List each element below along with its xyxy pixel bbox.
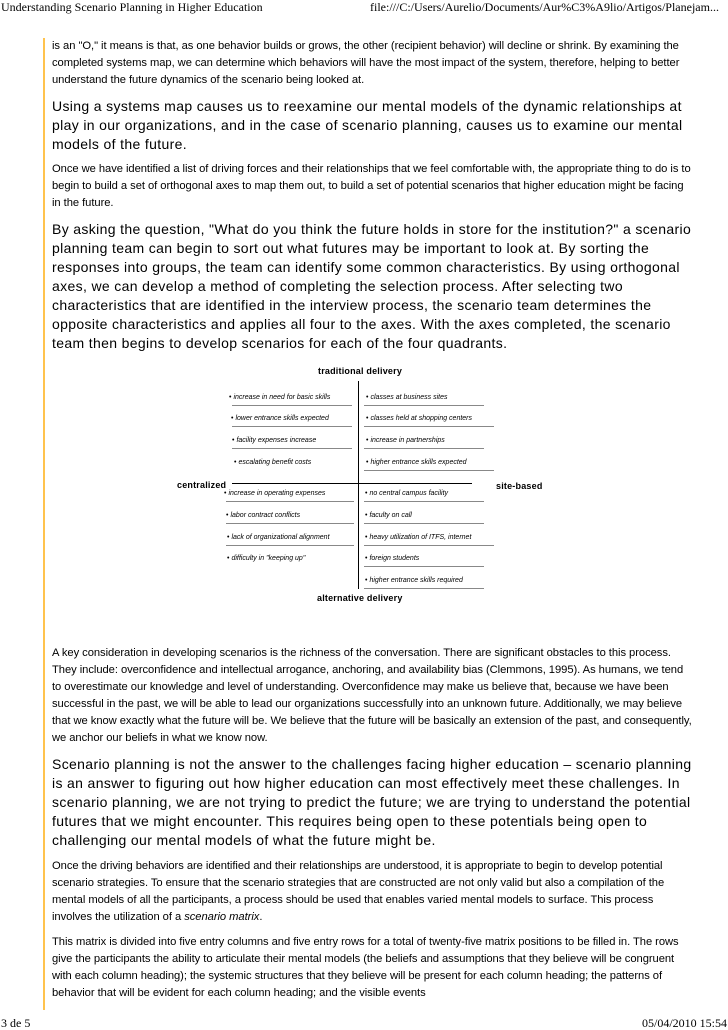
axis-label-top: traditional delivery — [318, 366, 403, 376]
paragraph-not-the-answer: Scenario planning is not the answer to the challenges facing higher education – scenario planning is an answer to figuring out how higher education can most effectively meet these challenges. In scenario planning, we are not trying to predict the future; we are trying to understand the potential futures that we might encounter. This requires being open to these potentials being open to challenging our mental models of what the future might be. — [52, 756, 692, 848]
item-underline — [232, 426, 352, 427]
item-underline — [232, 448, 352, 449]
vertical-axis-line — [358, 381, 359, 589]
item-underline — [226, 545, 354, 546]
item-underline — [364, 588, 484, 589]
quadrant-upper-right-item: • higher entrance skills expected — [366, 459, 467, 466]
paragraph-matrix-description: This matrix is divided into five entry columns and five entry rows for a total of twenty-five matrix positions to be filled in. The rows give the participants the ability to articulate their mental models (the beliefs and assumptions that they believe will be congruent with each column heading); the systemic structures that they believe will be present for each column heading; the patterns of behavior that will be evident for each column heading; and the visible events — [52, 936, 679, 999]
axis-label-right: site-based — [496, 481, 543, 491]
item-underline — [226, 523, 354, 524]
axis-label-left: centralized — [177, 480, 227, 490]
quadrant-lower-right-item: • heavy utilization of ITFS, internet — [365, 534, 472, 541]
paragraph-asking-question: By asking the question, "What do you think the future holds in store for the institution?" a scenario planning team can begin to sort out what futures may be important to look at. By sorting the responses into groups, the team can identify some common characteristics. By using orthogonal axes, we can develop a method of completing the selection process. After selecting two characteristics that are identified in the interview process, the scenario team determines the opposite characteristics and applies all four to the axes. With the axes completed, the scenario team then begins to develop scenarios for each of the four quadrants. — [52, 221, 692, 351]
item-underline — [364, 470, 494, 471]
quadrant-upper-right-item: • classes held at shopping centers — [366, 415, 473, 422]
paragraph-key-consideration: A key consideration in developing scenarios is the richness of the conversation. There are significant obstacles to this process. They include: overconfidence and intellectual arrogance, anchoring, and availability bias (Clemmons, 1995). As humans, we tend to overestimate our knowledge and level of understanding. Overconfidence may make us believe that, because we have been successful in the past, we will be able to lead our organizations successfully into an unknown future. Additionally, we may believe that we know exactly what the future will be. We believe that the future will be basically an extension of the past, and consequently, we anchor our beliefs in what we know now. — [52, 647, 692, 744]
browser-print-footer — [0, 1016, 728, 1030]
quadrant-upper-left-item: • escalating benefit costs — [234, 459, 312, 466]
page-header-url: file:///C:/Users/Aurelio/Documents/Aur%C3%A9lio/Artigos/Planejam... — [370, 0, 719, 14]
print-datetime: 05/04/2010 15:54 — [641, 1016, 727, 1030]
article-body — [43, 38, 692, 1010]
item-underline — [364, 523, 484, 524]
paragraph-driving-behaviors: Once the driving behaviors are identified and their relationships are understood, it is appropriate to begin to develop potential scenario strategies. To ensure that the scenario strategies that are constructed are not only valid but also a compilation of the mental models of all the participants, a process should be used that enables varied mental models to surface. This process involves the utilization of a scenario matrix. — [52, 860, 665, 923]
quadrant-upper-left-item: • increase in need for basic skills — [229, 394, 331, 401]
quadrant-upper-right-item: • classes at business sites — [366, 394, 448, 401]
horizontal-axis-line — [232, 483, 472, 484]
quadrant-lower-right-item: • higher entrance skills required — [365, 577, 463, 584]
item-underline — [364, 501, 484, 502]
browser-print-header — [0, 0, 728, 14]
item-underline — [364, 448, 484, 449]
quadrant-upper-right-item: • increase in partnerships — [366, 437, 445, 444]
quadrant-lower-left-item: • labor contract conflicts — [226, 512, 301, 519]
item-underline — [364, 566, 484, 567]
scenario-axes-figure — [52, 361, 692, 641]
scenario-matrix-term: scenario matrix — [184, 911, 260, 923]
item-underline — [364, 545, 494, 546]
quadrant-upper-left-item: • lower entrance skills expected — [231, 415, 329, 422]
quadrant-lower-left-item: • difficulty in "keeping up" — [227, 555, 306, 562]
quadrant-lower-right-item: • foreign students — [365, 555, 420, 562]
paragraph-orthogonal-axes: Once we have identified a list of driving forces and their relationships that we feel comfortable with, the appropriate thing to do is to begin to build a set of orthogonal axes to map them out, to build a set of potential scenarios that higher education might be facing in the future. — [52, 163, 691, 209]
paragraph-systems-map-polarity: is an "O," it means is that, as one behavior builds or grows, the other (recipient behavior) will decline or shrink. By examining the completed systems map, we can determine which behaviors will have the most impact of the system, therefore, helping to better understand the future dynamics of the scenario being looked at. — [52, 40, 680, 86]
item-underline — [364, 426, 494, 427]
quadrant-lower-left-item: • increase in operating expenses — [224, 490, 326, 497]
page-header-title: Understanding Scenario Planning in Higher Education — [1, 0, 263, 14]
quadrant-lower-right-item: • no central campus facility — [365, 490, 449, 497]
quadrant-lower-left-item: • lack of organizational alignment — [227, 534, 330, 541]
axis-label-bottom: alternative delivery — [317, 593, 403, 603]
page-number: 3 de 5 — [1, 1016, 31, 1030]
quadrant-lower-right-item: • faculty on call — [365, 512, 412, 519]
quadrant-upper-left-item: • facility expenses increase — [232, 437, 317, 444]
item-underline — [232, 405, 352, 406]
item-underline — [364, 405, 484, 406]
item-underline — [226, 501, 354, 502]
paragraph-mental-models: Using a systems map causes us to reexamine our mental models of the dynamic relationships at play in our organizations, and in the case of scenario planning, causes us to examine our mental models of the future. — [52, 98, 683, 152]
